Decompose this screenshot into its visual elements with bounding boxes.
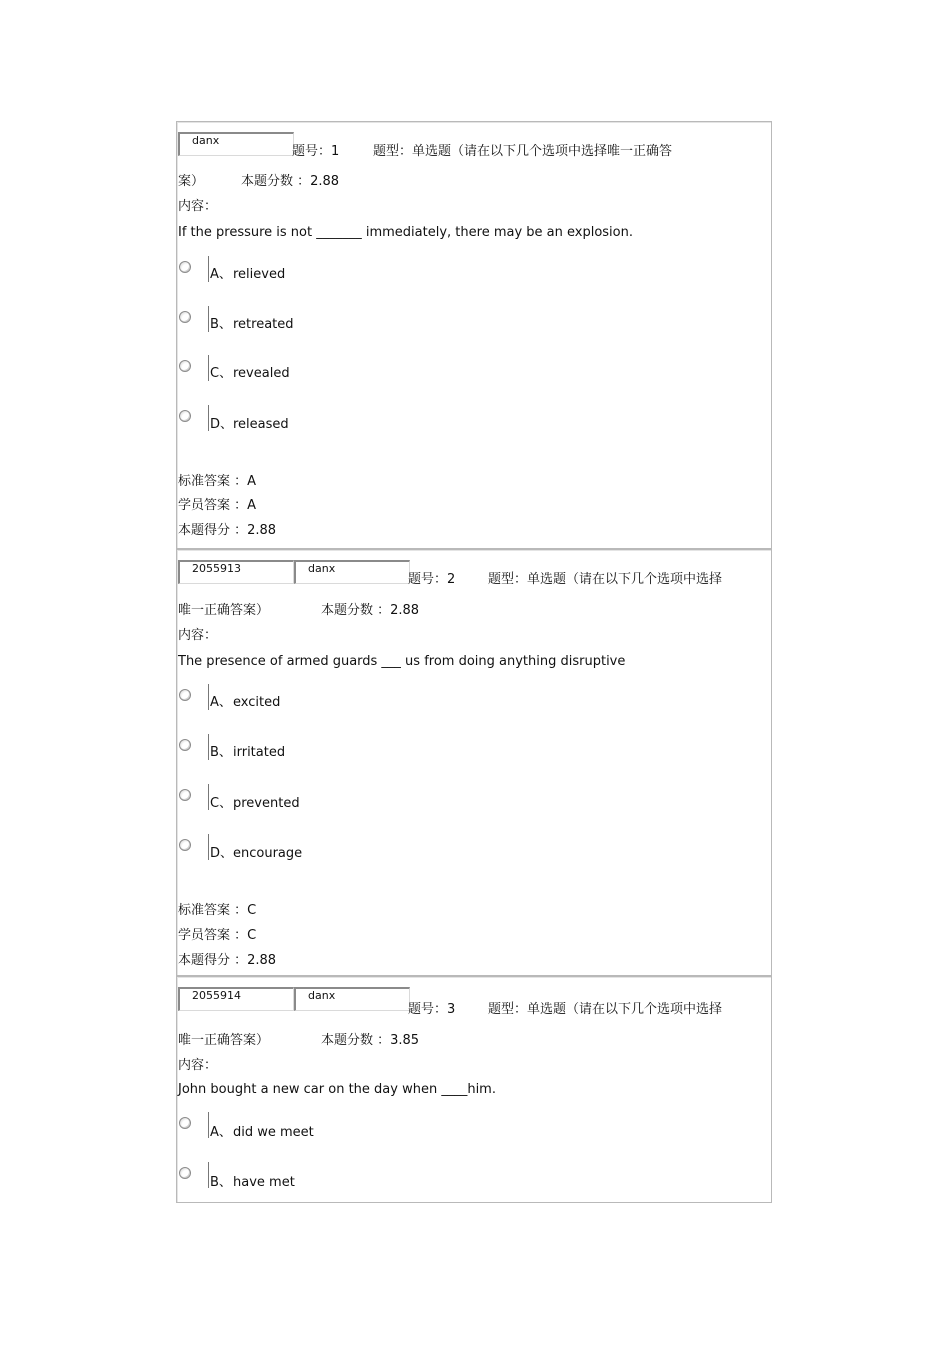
option-letter: B、 [210, 1175, 232, 1190]
standard-answer: 标准答案 ：C [178, 903, 257, 918]
option-text: have met [233, 1175, 295, 1190]
option-text: encourage [233, 846, 303, 861]
student-answer: 学员答案 ：C [178, 928, 257, 943]
question-id-field[interactable]: 2055914 [178, 987, 294, 1011]
option-text: irritated [233, 745, 286, 760]
question-panel [176, 976, 772, 1203]
question-type: 题型：单选题（请在以下几个选项中选择 [488, 572, 723, 587]
radio-button[interactable] [179, 311, 191, 323]
question-type-field[interactable]: danx [294, 987, 410, 1011]
content-label: 内容： [178, 628, 218, 643]
option-letter: D、 [210, 417, 234, 432]
radio-button[interactable] [179, 1117, 191, 1129]
question-content: The presence of armed guards ___ us from doing anything disruptive [178, 654, 626, 669]
option-letter: B、 [210, 745, 232, 760]
question-content: John bought a new car on the day when ____him. [178, 1082, 496, 1097]
question-type: 题型：单选题（请在以下几个选项中选择唯一正确答 [373, 144, 673, 159]
question-type-continued: 案） [178, 174, 205, 189]
content-label: 内容： [178, 199, 218, 214]
option-letter: C、 [210, 796, 233, 811]
option-letter: A、 [210, 695, 232, 710]
option-letter: A、 [210, 1125, 232, 1140]
option-text: did we meet [233, 1125, 314, 1140]
radio-button[interactable] [179, 410, 191, 422]
question-content: If the pressure is not _______ immediately, there may be an explosion. [178, 225, 633, 240]
option-divider [208, 734, 209, 760]
radio-button[interactable] [179, 360, 191, 372]
option-letter: D、 [210, 846, 234, 861]
radio-button[interactable] [179, 1167, 191, 1179]
option-text: released [233, 417, 289, 432]
option-text: relieved [233, 267, 286, 282]
question-type-field[interactable]: danx [294, 560, 410, 584]
option-divider [208, 1112, 209, 1138]
question-panel [176, 549, 772, 976]
option-divider [208, 306, 209, 332]
question-type-continued: 唯一正确答案） [178, 1033, 270, 1048]
option-divider [208, 355, 209, 381]
option-letter: C、 [210, 366, 233, 381]
score-got: 本题得分 ：2.88 [178, 523, 277, 538]
option-letter: B、 [210, 317, 232, 332]
option-text: revealed [233, 366, 290, 381]
radio-button[interactable] [179, 789, 191, 801]
radio-button[interactable] [179, 689, 191, 701]
option-divider [208, 784, 209, 810]
option-divider [208, 256, 209, 282]
question-id-field[interactable]: 2055913 [178, 560, 294, 584]
question-panel [176, 121, 772, 549]
standard-answer: 标准答案 ：A [178, 474, 257, 489]
question-score: 本题分数 ：2.88 [321, 603, 420, 618]
option-divider [208, 684, 209, 710]
option-text: excited [233, 695, 281, 710]
question-type-continued: 唯一正确答案） [178, 603, 270, 618]
radio-button[interactable] [179, 839, 191, 851]
question-number: 题号：3 [408, 1002, 456, 1017]
question-number: 题号：1 [292, 144, 340, 159]
question-type-field[interactable]: danx [178, 132, 294, 156]
option-divider [208, 405, 209, 431]
question-score: 本题分数 ：2.88 [241, 174, 340, 189]
option-divider [208, 1162, 209, 1188]
question-number: 题号：2 [408, 572, 456, 587]
question-score: 本题分数 ：3.85 [321, 1033, 420, 1048]
option-letter: A、 [210, 267, 232, 282]
question-type: 题型：单选题（请在以下几个选项中选择 [488, 1002, 723, 1017]
radio-button[interactable] [179, 261, 191, 273]
student-answer: 学员答案 ：A [178, 498, 257, 513]
radio-button[interactable] [179, 739, 191, 751]
score-got: 本题得分 ：2.88 [178, 953, 277, 968]
option-divider [208, 834, 209, 860]
option-text: retreated [233, 317, 294, 332]
content-label: 内容： [178, 1058, 218, 1073]
option-text: prevented [233, 796, 300, 811]
